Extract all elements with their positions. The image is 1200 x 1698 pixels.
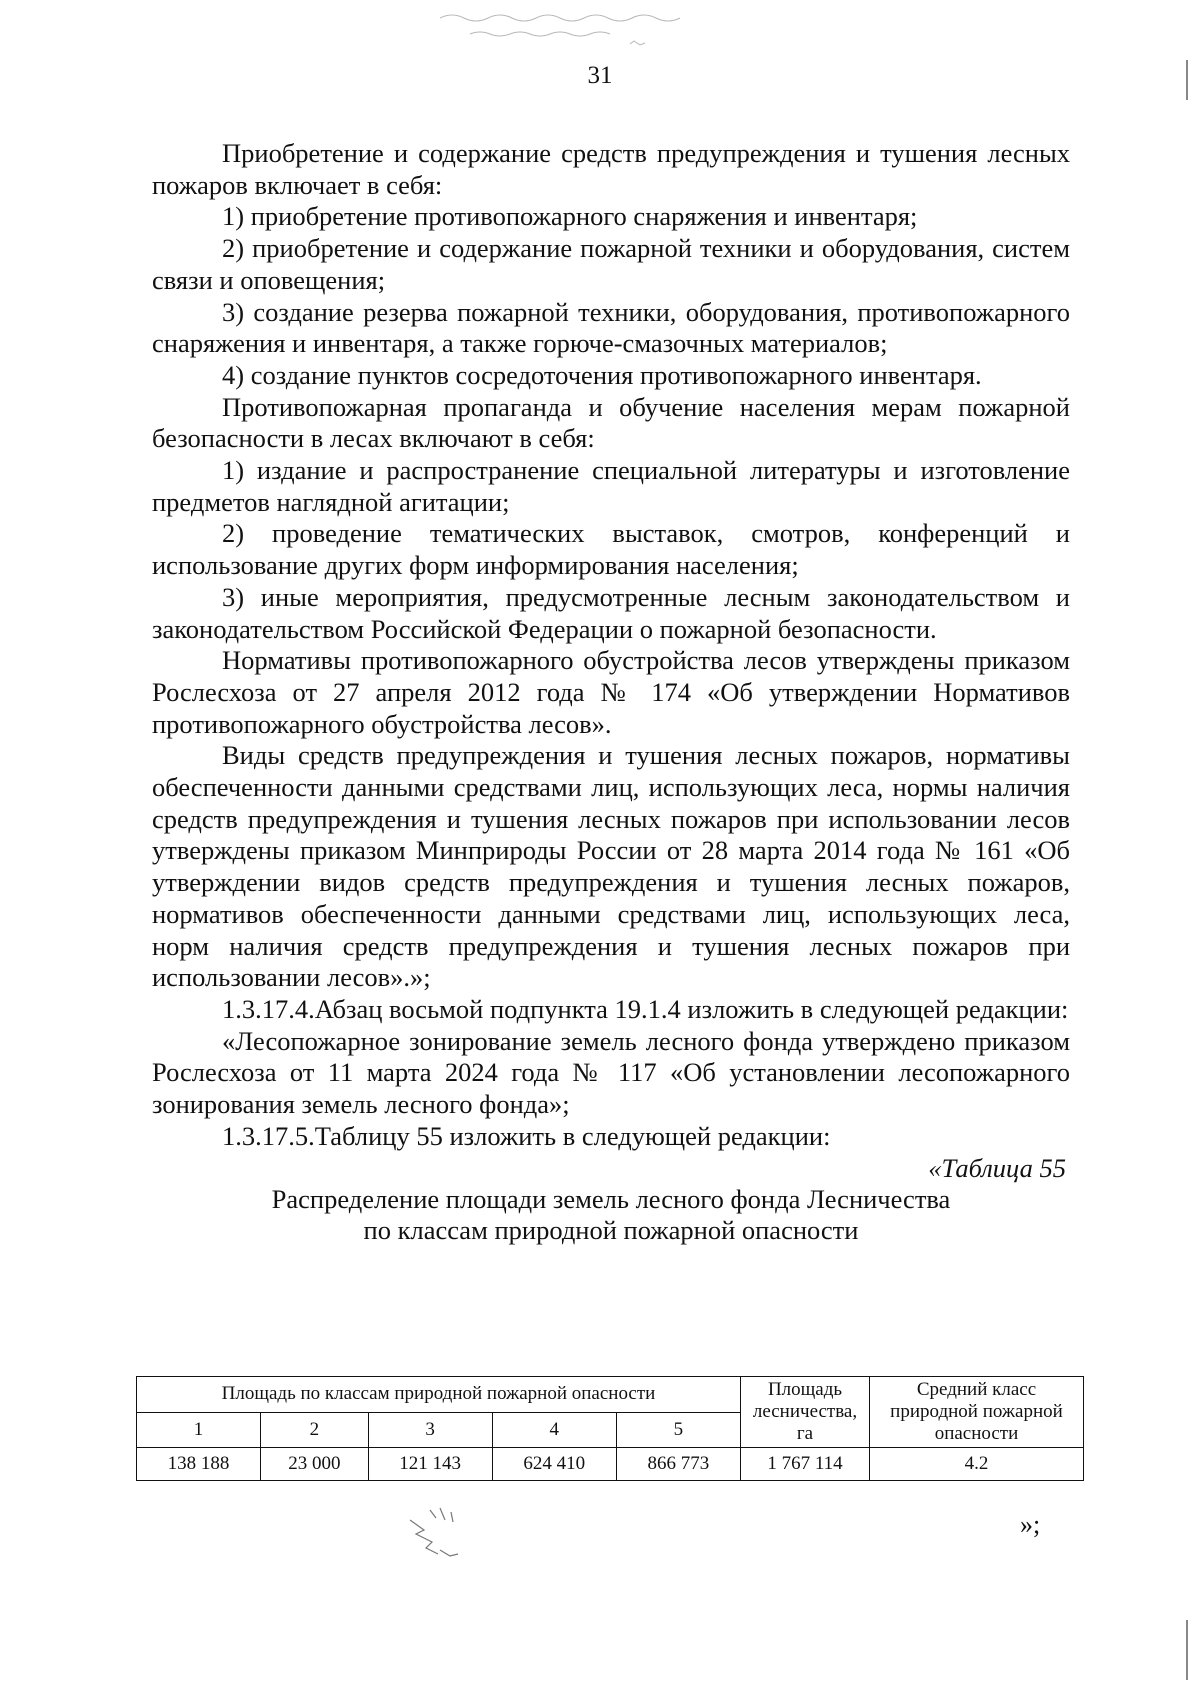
class-header: 1 (137, 1412, 261, 1448)
edge-mark (1186, 60, 1188, 100)
closing-quote: »; (1020, 1510, 1041, 1539)
list-item: 3) создание резерва пожарной техники, оборудования, противопожарного снаряжения и инвентаря, а также горюче-смазочных материалов; (152, 296, 1070, 359)
document-body (152, 138, 1070, 1246)
edge-mark (1186, 1620, 1188, 1680)
list-item: 4) создание пунктов сосредоточения противопожарного инвентаря. (222, 359, 982, 390)
paragraph: Нормативы противопожарного обустройства лесов утверждены приказом Рослесхоза от 27 апреля 2012 года № 174 «Об утверждении Нормативов противопожарного обустройства лесов». (152, 645, 1070, 739)
table-title-line: по классам природной пожарной опасности (363, 1215, 859, 1246)
paragraph: 1.3.17.5.Таблицу 55 изложить в следующей редакции: (222, 1120, 831, 1151)
paragraph: Противопожарная пропаганда и обучение населения мерам пожарной безопасности в лесах включают в себя: (152, 391, 1070, 454)
table-cell: 23 000 (261, 1448, 368, 1481)
scan-artifact (400, 1500, 490, 1570)
table-cell: 121 143 (368, 1448, 492, 1481)
avg-class-header: Средний класс природной пожарной опасности (870, 1377, 1084, 1448)
table-cell: 138 188 (137, 1448, 261, 1481)
fire-danger-table (136, 1376, 1084, 1481)
paragraph: Виды средств предупреждения и тушения лесных пожаров, нормативы обеспеченности данными средствами лиц, использующих леса, нормы наличия средств предупреждения и тушения лесных пожаров при использовании лесов утверждены приказом Минприроды России от 28 марта 2014 года № 161 «Об утверждении видов средств предупреждения и тушения лесных пожаров, нормативов обеспеченности данными средствами лиц, использующих леса, норм наличия средств предупреждения и тушения лесных пожаров при использовании лесов».»; (152, 740, 1070, 993)
page-number: 31 (587, 62, 613, 89)
table-cell: 624 410 (492, 1448, 616, 1481)
list-item: 3) иные мероприятия, предусмотренные лесным законодательством и законодательством Российской Федерации о пожарной безопасности. (152, 581, 1070, 644)
stamp-marks (430, 4, 760, 52)
table-cell: 1 767 114 (741, 1448, 870, 1481)
list-item: 2) приобретение и содержание пожарной техники и оборудования, систем связи и оповещения; (152, 233, 1070, 295)
list-item: 1) издание и распространение специальной литературы и изготовление предметов наглядной агитации; (152, 455, 1070, 517)
class-header: 3 (368, 1412, 492, 1448)
table-number: «Таблица 55 (928, 1152, 1066, 1183)
area-header: Площадь лесничества, га (741, 1377, 870, 1448)
table-header-row (137, 1377, 1084, 1413)
class-header: 4 (492, 1412, 616, 1448)
paragraph: 1.3.17.4.Абзац восьмой подпункта 19.1.4 изложить в следующей редакции: (222, 993, 1069, 1024)
list-item: 2) проведение тематических выставок, смотров, конференций и использование других форм информирования населения; (152, 518, 1070, 581)
list-item: 1) приобретение противопожарного снаряжения и инвентаря; (222, 201, 918, 232)
class-header: 5 (616, 1412, 740, 1448)
table-cell: 866 773 (616, 1448, 740, 1481)
table-title (152, 1184, 1070, 1246)
table-title-line: Распределение площади земель лесного фонда Лесничества (271, 1184, 951, 1215)
table-cell: 4.2 (870, 1448, 1084, 1481)
paragraph: Приобретение и содержание средств предупреждения и тушения лесных пожаров включает в себя: (152, 138, 1070, 200)
class-header: 2 (261, 1412, 368, 1448)
table-row (137, 1448, 1084, 1481)
paragraph: «Лесопожарное зонирование земель лесного фонда утверждено приказом Рослесхоза от 11 марта 2024 года № 117 «Об установлении лесопожарного зонирования земель лесного фонда»; (152, 1025, 1070, 1120)
header-group: Площадь по классам природной пожарной опасности (137, 1377, 741, 1413)
